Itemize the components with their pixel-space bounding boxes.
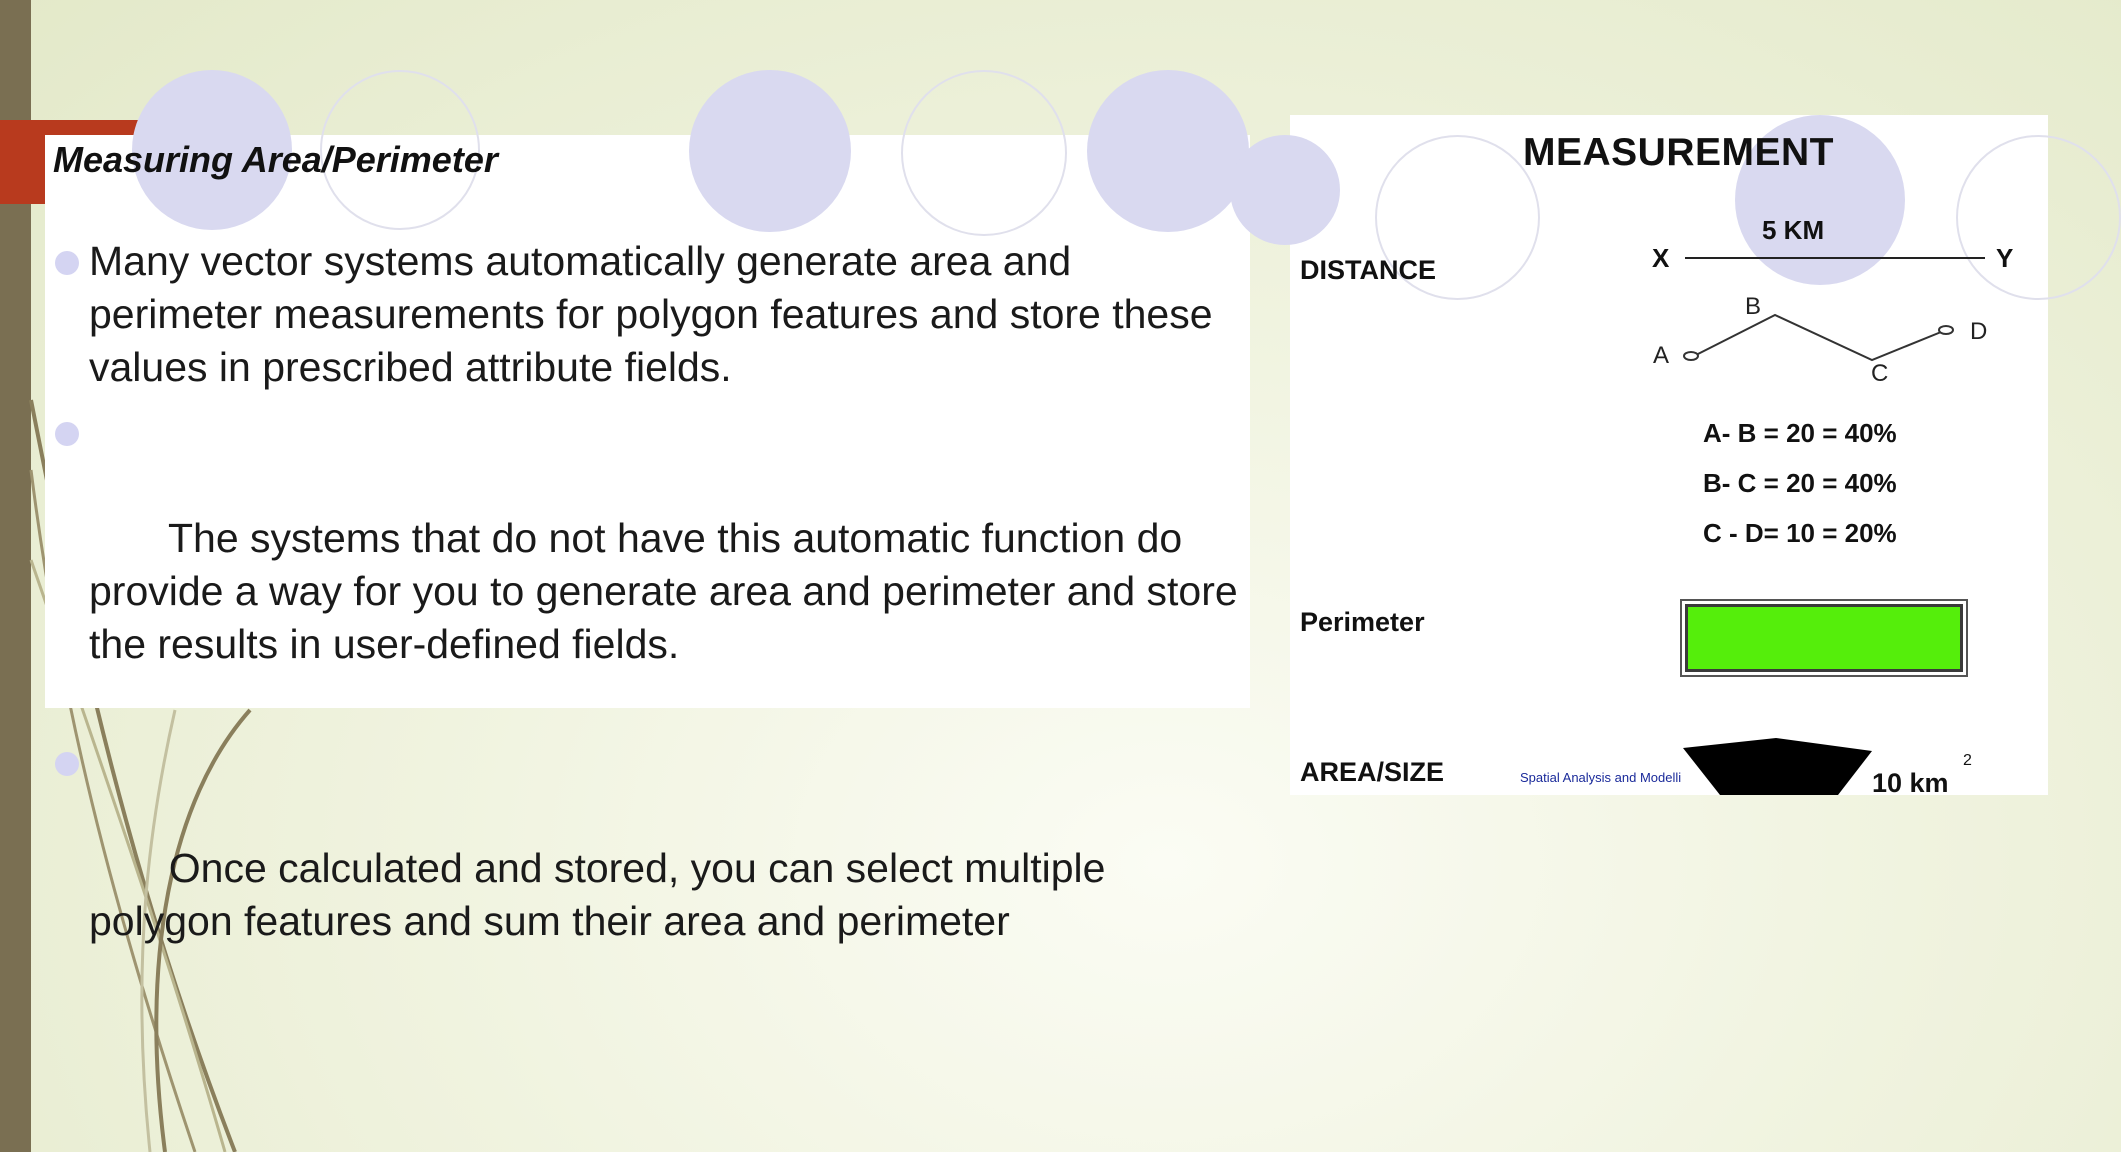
bullet-text: Many vector systems automatically generate area and perimeter measurements for polygon features and store these values in prescribed attribute fields. [89,238,1213,390]
bullet-item [45,235,1250,394]
bullet-text: Once calculated and stored, you can select multiple polygon features and sum their area and perimeter [89,845,1117,944]
point-b-label: B [1745,293,1762,320]
bullet-list [45,235,1250,1013]
segment-calc: A- B = 20 = 40% [1703,418,1897,448]
segment-calc: B- C = 20 = 40% [1703,468,1897,498]
distance-value: 5 KM [1762,215,1825,245]
point-c-label: C [1871,360,1889,387]
distance-label: DISTANCE [1300,255,1437,285]
measurement-title: MEASUREMENT [1523,131,1835,174]
area-label: AREA/SIZE [1300,757,1445,787]
area-exponent: 2 [1963,752,1972,769]
measurement-image [1290,115,2048,798]
segment-calc: C - D= 10 = 20% [1703,518,1897,548]
point-a-label: A [1653,342,1670,369]
bullet-item [45,406,1250,724]
perimeter-label: Perimeter [1300,607,1425,637]
left-content-panel [45,135,1250,944]
bullet-item [45,736,1250,1001]
decor-circle [689,70,851,232]
footer-text: Spatial Analysis and Modelli [1520,770,1682,785]
point-d-label: D [1970,318,1988,345]
slide-title: Measuring Area/Perimeter [53,139,498,180]
bullet-text: The systems that do not have this automatic function do provide a way for you to generate area and perimeter and store the results in user-defined fields. [89,515,1250,667]
area-value: 10 km [1872,768,1949,798]
x-endpoint-label: X [1652,243,1670,273]
distance-diagram [1290,115,2048,795]
y-endpoint-label: Y [1996,243,2014,273]
perimeter-rectangle [1685,604,1963,672]
decor-circle [901,70,1067,236]
decor-circle [1087,70,1249,232]
bullet-dot-icon [55,422,79,446]
bullet-dot-icon [55,251,79,275]
bullet-dot-icon [55,752,79,776]
